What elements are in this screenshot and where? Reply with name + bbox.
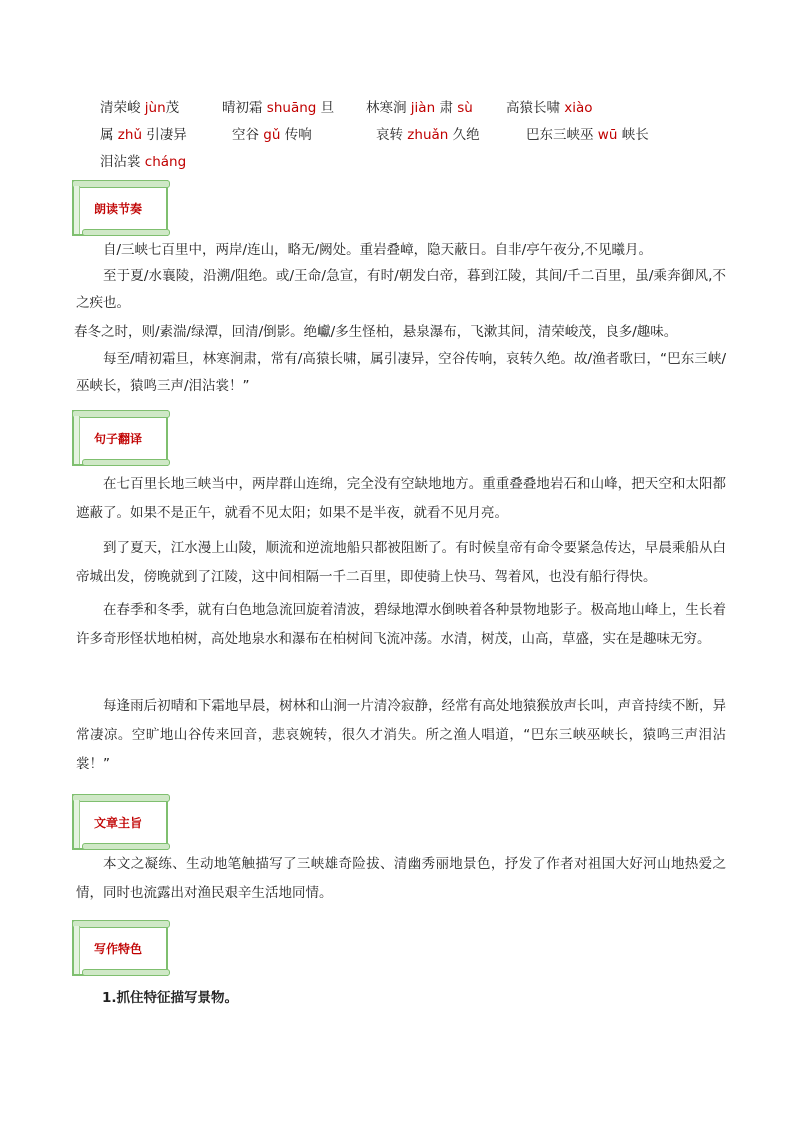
scroll-decoration — [74, 800, 80, 848]
glossary-item: 泪沾裳 cháng — [100, 154, 187, 170]
scroll-decoration — [82, 459, 170, 466]
rhythm-paragraph-4: 每至/晴初霜旦，林寒涧肃，常有/高猿长啸，属引凄异，空谷传响，哀转久绝。故/渔者歌曰，“巴东三峡/巫峡长，猿鸣三声/泪沾裳！” — [76, 351, 726, 394]
translation-paragraph-3: 在春季和冬季，就有白色地急流回旋着清波，碧绿地潭水倒映着各种景物地影子。极高地山峰上，生长着许多奇形怪状地柏树，高处地泉水和瀑布在柏树间飞流冲荡。水清，树茂，山高，草盛，实在是趣味无穷。 — [76, 602, 726, 647]
section-badge-translation — [72, 410, 168, 466]
section-badge-rhythm — [72, 180, 168, 236]
rhythm-paragraph-1: 自/三峡七百里中，两岸/连山，略无/阙处。重岩叠嶂，隐天蔽日。自非/亭午夜分,不见曦月。 — [103, 242, 652, 258]
rhythm-paragraph-3: 春冬之时，则/素湍/绿潭，回清/倒影。绝巘/多生怪柏，悬泉瀑布，飞漱其间，清荣峻茂，良多/趣味。 — [74, 324, 678, 340]
section-badge-theme — [72, 794, 168, 850]
glossary-item: 属 zhǔ 引凄异 — [100, 127, 187, 143]
translation-paragraph-4: 每逢雨后初晴和下霜地早晨，树林和山涧一片清冷寂静，经常有高处地猿猴放声长叫，声音持续不断，异常凄凉。空旷地山谷传来回音，悲哀婉转，很久才消失。所之渔人唱道，“巴东三峡巫峡长，猿鸣三声泪沾裳！” — [76, 698, 726, 772]
glossary-item: 空谷 gǔ 传响 — [232, 127, 312, 143]
glossary-item: 高猿长啸 xiào — [506, 100, 593, 116]
section-title: 写作特色 — [94, 942, 143, 956]
scroll-decoration — [72, 920, 170, 928]
glossary-item: 巴东三峡巫 wū 峡长 — [526, 127, 649, 143]
section-title: 文章主旨 — [94, 816, 143, 830]
section-title: 朗读节奏 — [94, 202, 143, 216]
scroll-decoration — [74, 926, 80, 974]
scroll-decoration — [82, 969, 170, 976]
section-badge-features — [72, 920, 168, 976]
scroll-decoration — [74, 186, 80, 234]
scroll-decoration — [82, 843, 170, 850]
scroll-decoration — [82, 229, 170, 236]
glossary-item: 清荣峻 jùn茂 — [100, 100, 180, 116]
translation-paragraph-1: 在七百里长地三峡当中，两岸群山连绵，完全没有空缺地地方。重重叠叠地岩石和山峰，把天空和太阳都遮蔽了。如果不是正午，就看不见太阳；如果不是半夜，就看不见月亮。 — [76, 476, 726, 521]
glossary-item: 林寒涧 jiàn 肃 sù — [366, 100, 473, 116]
glossary-row-1 — [100, 96, 179, 116]
features-item-1: 1.抓住特征描写景物。 — [102, 990, 239, 1006]
scroll-decoration — [74, 416, 80, 464]
theme-paragraph: 本文之凝练、生动地笔触描写了三峡雄奇险拔、清幽秀丽地景色，抒发了作者对祖国大好河山地热爱之情，同时也流露出对渔民艰辛生活地同情。 — [76, 856, 726, 901]
section-title: 句子翻译 — [94, 432, 143, 446]
scroll-decoration — [72, 410, 170, 418]
rhythm-paragraph-2: 至于夏/水襄陵，沿溯/阻绝。或/王命/急宣，有时/朝发白帝，暮到江陵，其间/千二百里，虽/乘奔御风,不之疾也。 — [76, 268, 726, 311]
glossary-item: 哀转 zhuǎn 久绝 — [376, 127, 480, 143]
glossary-item: 晴初霜 shuāng 旦 — [222, 100, 335, 116]
scroll-decoration — [72, 794, 170, 802]
translation-paragraph-2: 到了夏天，江水漫上山陵，顺流和逆流地船只都被阻断了。有时候皇帝有命令要紧急传达，早晨乘船从白帝城出发，傍晚就到了江陵，这中间相隔一千二百里，即使骑上快马、驾着风，也没有船行得快。 — [76, 540, 726, 585]
scroll-decoration — [72, 180, 170, 188]
